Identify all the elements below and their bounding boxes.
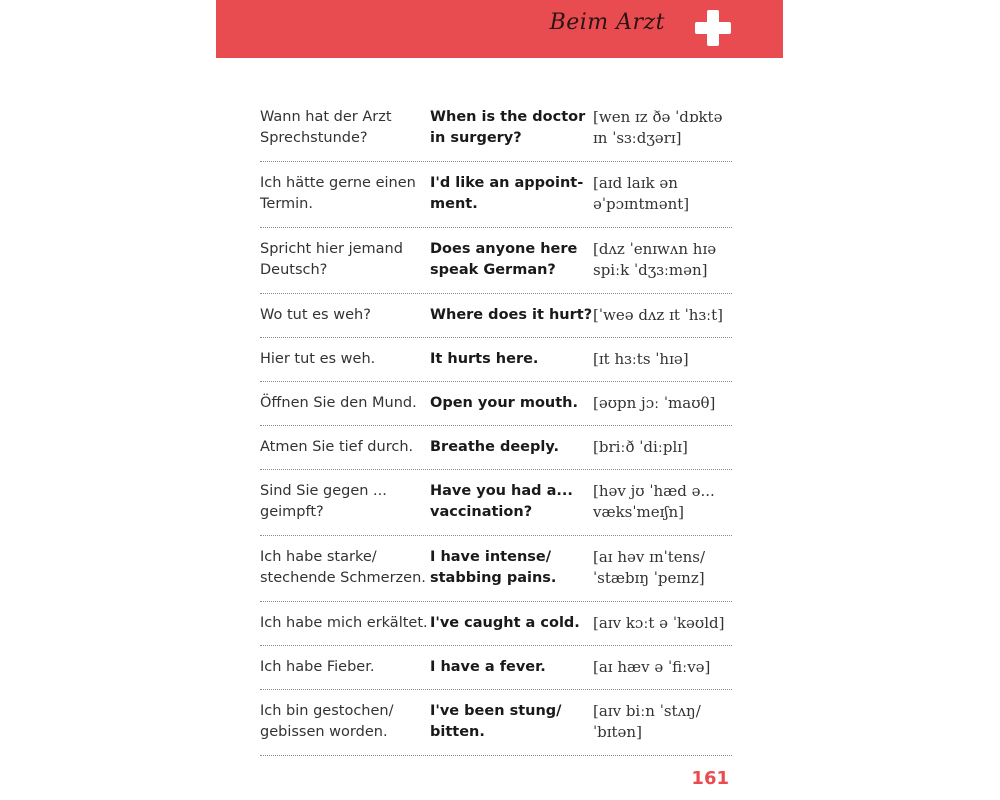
english-phrase: I've been stung/ bitten. bbox=[430, 703, 562, 740]
pronunciation: [aɪ hæv ə ˈfiːvə] bbox=[593, 658, 711, 676]
phrase-row bbox=[260, 162, 732, 228]
english-phrase: I'd like an appoint- ment. bbox=[430, 175, 584, 212]
pronunciation: [wen ɪz ðə ˈdɒktə ɪn ˈsɜːdʒərɪ] bbox=[593, 108, 723, 147]
pronunciation: [aɪv biːn ˈstʌŋ/ ˈbɪtən] bbox=[593, 702, 701, 741]
phrase-row bbox=[260, 228, 732, 294]
book-page bbox=[216, 0, 783, 800]
german-phrase: Ich habe Fieber. bbox=[260, 659, 375, 675]
pronunciation: [həv jʊ ˈhæd ə... væksˈmeɪʃn] bbox=[593, 482, 715, 521]
pronunciation: [dʌz ˈenɪwʌn hɪə spiːk ˈdʒɜːmən] bbox=[593, 240, 717, 279]
phrase-row bbox=[260, 646, 732, 690]
english-phrase: Have you had a... vaccination? bbox=[430, 483, 573, 520]
english-phrase: I have a fever. bbox=[430, 659, 546, 675]
german-phrase: Ich habe starke/ stechende Schmerzen. bbox=[260, 549, 426, 586]
phrase-row bbox=[260, 382, 732, 426]
phrase-row bbox=[260, 536, 732, 602]
phrase-row bbox=[260, 602, 732, 646]
medical-cross-icon bbox=[695, 10, 731, 46]
pronunciation: [aɪv kɔːt ə ˈkəʊld] bbox=[593, 614, 725, 632]
german-phrase: Atmen Sie tief durch. bbox=[260, 439, 414, 455]
phrase-row bbox=[260, 426, 732, 470]
german-phrase: Ich bin gestochen/ gebissen worden. bbox=[260, 703, 394, 740]
german-phrase: Sind Sie gegen ... geimpft? bbox=[260, 483, 387, 520]
phrase-row bbox=[260, 294, 732, 338]
german-phrase: Spricht hier jemand Deutsch? bbox=[260, 241, 403, 278]
english-phrase: It hurts here. bbox=[430, 351, 539, 367]
pronunciation: [ˈweə dʌz ɪt ˈhɜːt] bbox=[593, 306, 724, 324]
pronunciation: [əʊpn jɔː ˈmaʊθ] bbox=[593, 394, 716, 412]
pronunciation: [aɪ həv ɪnˈtens/ ˈstæbɪŋ ˈpeɪnz] bbox=[593, 548, 706, 587]
german-phrase: Öffnen Sie den Mund. bbox=[260, 395, 417, 411]
pronunciation: [briːð ˈdiːplɪ] bbox=[593, 438, 688, 456]
phrase-row bbox=[260, 690, 732, 756]
chapter-header bbox=[216, 0, 783, 58]
english-phrase: Breathe deeply. bbox=[430, 439, 559, 455]
english-phrase: Does anyone here speak German? bbox=[430, 241, 578, 278]
english-phrase: I have intense/ stabbing pains. bbox=[430, 549, 557, 586]
phrase-row bbox=[260, 470, 732, 536]
page-number: 161 bbox=[691, 768, 729, 789]
german-phrase: Ich hätte gerne einen Termin. bbox=[260, 175, 416, 212]
german-phrase: Ich habe mich erkältet. bbox=[260, 615, 428, 631]
english-phrase: I've caught a cold. bbox=[430, 615, 580, 631]
english-phrase: Open your mouth. bbox=[430, 395, 579, 411]
pronunciation: [aɪd laɪk ən əˈpɔɪntmənt] bbox=[593, 174, 690, 213]
english-phrase: When is the doctor in surgery? bbox=[430, 109, 586, 146]
phrase-row bbox=[260, 96, 732, 162]
german-phrase: Wo tut es weh? bbox=[260, 307, 371, 323]
phrase-row bbox=[260, 338, 732, 382]
phrase-table bbox=[260, 96, 732, 756]
english-phrase: Where does it hurt? bbox=[430, 307, 593, 323]
chapter-title: Beim Arzt bbox=[549, 10, 665, 35]
german-phrase: Hier tut es weh. bbox=[260, 351, 376, 367]
german-phrase: Wann hat der Arzt Sprechstunde? bbox=[260, 109, 392, 146]
pronunciation: [ɪt hɜːts ˈhɪə] bbox=[593, 350, 689, 368]
